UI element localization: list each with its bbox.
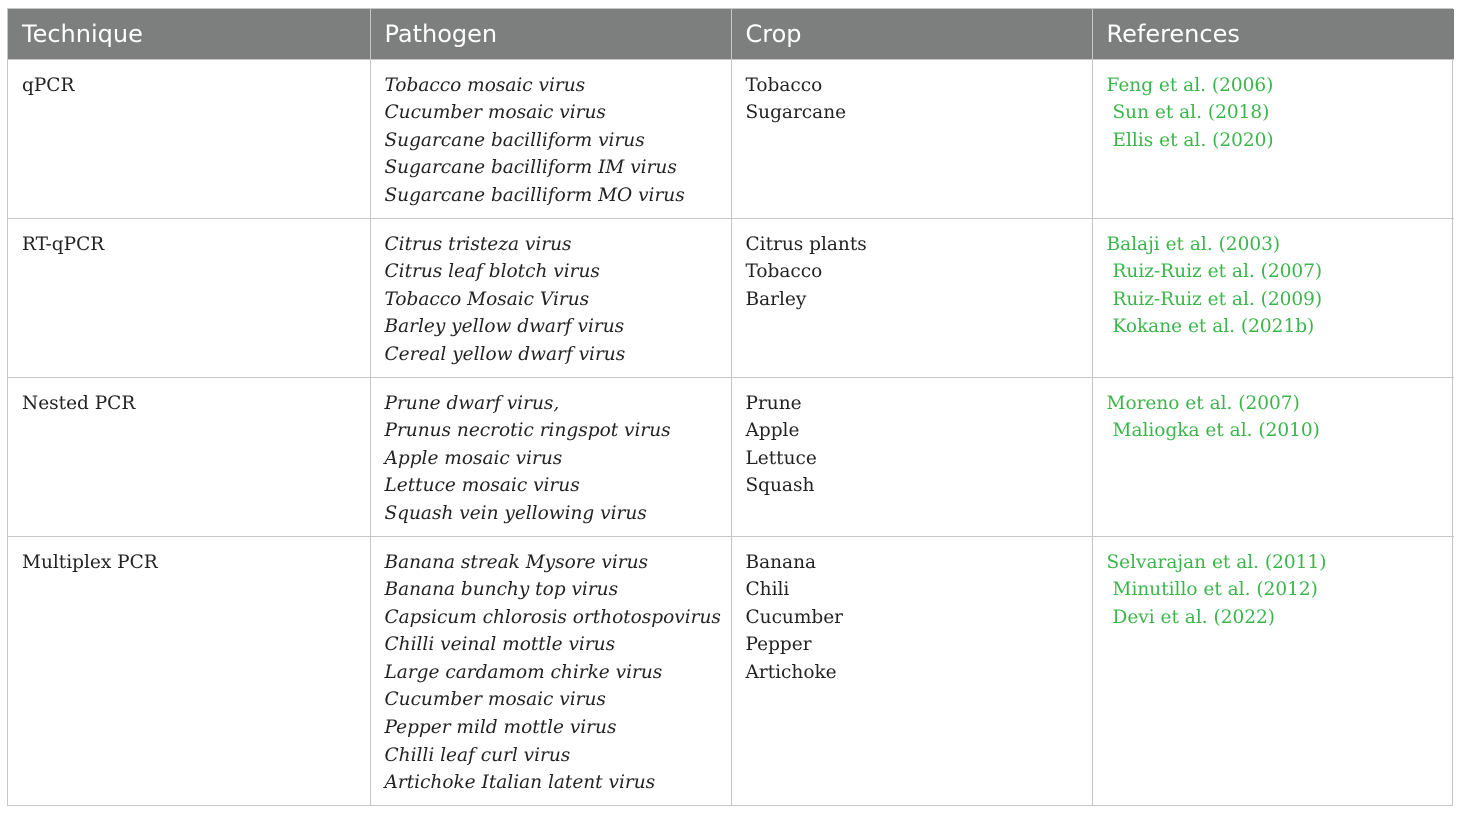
crop-name: Squash [745,475,815,497]
table-row [8,218,1454,377]
table-header [8,9,1454,59]
pathogen-name: Large cardamom chirke virus [384,661,663,683]
pathogen-cell [370,377,731,536]
technique-cell [8,59,370,218]
pathogen-name: Prunus necrotic ringspot virus [384,420,671,442]
pathogen-name: Citrus tristeza virus [384,233,572,255]
reference-link[interactable]: Feng et al. (2006) [1106,74,1274,96]
pathogen-cell [370,218,731,377]
technique-cell [8,536,370,805]
header-references: References [1092,9,1454,59]
pathogen-name: Sugarcane bacilliform IM virus [384,157,677,179]
crop-name: Banana [745,551,817,573]
header-crop: Crop [731,9,1092,59]
pathogen-detection-table [8,9,1454,805]
reference-link[interactable]: Minutillo et al. (2012) [1112,579,1318,601]
pathogen-name: Cucumber mosaic virus [384,102,606,124]
crop-name: Tobacco [745,261,823,283]
header-pathogen: Pathogen [370,9,731,59]
crop-name: Barley [745,288,807,310]
pathogen-name: Chilli leaf curl virus [384,744,571,766]
data-table-container [7,8,1453,806]
references-cell [1092,536,1454,805]
header-row [8,9,1454,59]
pathogen-name: Banana bunchy top virus [384,579,619,601]
crop-name: Tobacco [745,74,823,96]
crop-cell [731,218,1092,377]
pathogen-name: Capsicum chlorosis orthotospovirus [384,606,721,628]
pathogen-name: Sugarcane bacilliform virus [384,129,645,151]
reference-link[interactable]: Ellis et al. (2020) [1112,129,1274,151]
crop-name: Citrus plants [745,233,867,255]
reference-link[interactable]: Sun et al. (2018) [1112,102,1270,124]
crop-name: Prune [745,392,802,414]
crop-name: Apple [745,420,800,442]
reference-link[interactable]: Devi et al. (2022) [1112,606,1276,628]
table-row [8,377,1454,536]
references-cell [1092,59,1454,218]
pathogen-name: Pepper mild mottle virus [384,717,617,739]
pathogen-name: Tobacco mosaic virus [384,74,586,96]
pathogen-name: Artichoke Italian latent virus [384,772,656,794]
crop-name: Sugarcane [745,102,847,124]
reference-link[interactable]: Kokane et al. (2021b) [1112,316,1315,338]
technique-name: RT-qPCR [22,233,105,255]
reference-link[interactable]: Selvarajan et al. (2011) [1106,551,1327,573]
reference-link[interactable]: Ruiz-Ruiz et al. (2009) [1112,288,1323,310]
crop-cell [731,377,1092,536]
technique-name: Multiplex PCR [22,551,158,573]
pathogen-name: Sugarcane bacilliform MO virus [384,184,685,206]
pathogen-name: Cucumber mosaic virus [384,689,606,711]
reference-link[interactable]: Balaji et al. (2003) [1106,233,1281,255]
crop-cell [731,59,1092,218]
technique-name: qPCR [22,74,75,96]
crop-name: Artichoke [745,661,837,683]
crop-name: Cucumber [745,606,844,628]
pathogen-name: Prune dwarf virus, [384,392,560,414]
pathogen-name: Squash vein yellowing virus [384,502,647,524]
references-cell [1092,377,1454,536]
pathogen-name: Banana streak Mysore virus [384,551,649,573]
pathogen-name: Lettuce mosaic virus [384,475,580,497]
technique-cell [8,377,370,536]
crop-name: Pepper [745,634,812,656]
pathogen-name: Citrus leaf blotch virus [384,261,600,283]
technique-cell [8,218,370,377]
table-body [8,59,1454,805]
references-cell [1092,218,1454,377]
pathogen-name: Barley yellow dwarf virus [384,316,625,338]
reference-link[interactable]: Ruiz-Ruiz et al. (2007) [1112,261,1323,283]
pathogen-name: Apple mosaic virus [384,447,563,469]
pathogen-cell [370,536,731,805]
header-technique: Technique [8,9,370,59]
pathogen-name: Tobacco Mosaic Virus [384,288,590,310]
pathogen-name: Cereal yellow dwarf virus [384,343,626,365]
crop-name: Lettuce [745,447,817,469]
table-row [8,536,1454,805]
pathogen-name: Chilli veinal mottle virus [384,634,616,656]
table-row [8,59,1454,218]
technique-name: Nested PCR [22,392,136,414]
crop-cell [731,536,1092,805]
crop-name: Chili [745,579,790,601]
reference-link[interactable]: Moreno et al. (2007) [1106,392,1300,414]
reference-link[interactable]: Maliogka et al. (2010) [1112,420,1320,442]
pathogen-cell [370,59,731,218]
